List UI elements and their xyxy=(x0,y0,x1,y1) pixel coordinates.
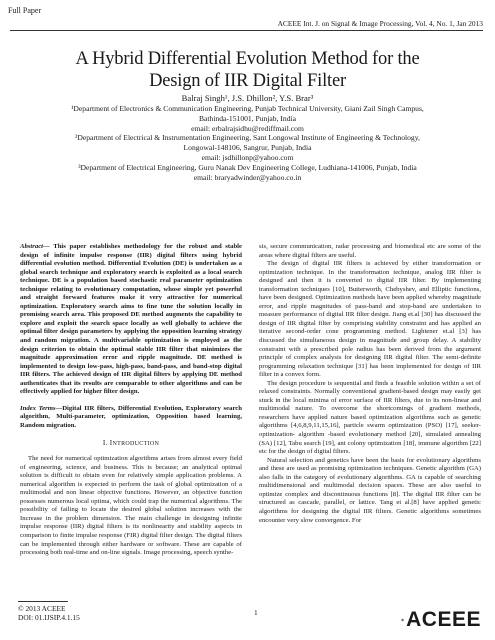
logo-text: ACEEE xyxy=(406,608,481,631)
title-line-1: A Hybrid Differential Evolution Method for the xyxy=(75,49,420,69)
author-email[interactable]: email: erbalrajsidhu@rediffmail.com xyxy=(191,123,304,133)
right-column xyxy=(259,243,481,525)
footer-info xyxy=(18,604,80,622)
section-heading: I. INTRODUCTION xyxy=(102,439,160,448)
journal-header: ACEEE Int. J. on Signal & Image Processing, Vol. 4, No. 1, Jan 2013 xyxy=(277,19,483,28)
author-email[interactable]: email: jsdhillonp@yahoo.com xyxy=(201,152,294,162)
body-paragraph: Natural selection and genetics have been the basis for evolutionary algorithms and these are used as promising optimization techniques. Genetic algorithm (GA) also falls in the category of evolutionary algorithms. GA is capable of searching multidimensional and multimodal decision spaces. These are also useful to optimize complex and discontinuous functions [8]. The digital IIR filter can be structured as cascade, parallel, or lattice. Tang et al.[8] have applied genetic algorithms for designing the digital IIR filters. Genetic algorithms sometimes encounter very slow convergence. For xyxy=(259,456,481,524)
index-terms-text: —Digital IIR filters, Differential Evolution, Exploratory search algorithm, Multi-parameter, optimization, Opposition based learning, Random migration. xyxy=(20,404,242,429)
aceee-logo-icon xyxy=(401,611,404,629)
copyright-text: © 2013 ACEEE xyxy=(18,604,66,613)
body-paragraph: The design procedure is sequential and finds a feasible solution within a set of relaxed constraints. Normally conventional gradient-based design may easily get stuck in the local minima of error surface of IIR filters, due to its non-linear and multimodal nature. To overcome the shortcomings of gradient methods, researchers have applied nature based optimization algorithms such as genetic algorithms [4,6,8,9,11,15,16], particle swarm optimization (PSO) [17], seeker- optimization- algorithm -based evolutionary method [20], simulated annealing (SA) [12], Tabu search [19], ant colony optimization [18], immune algorithm [22] etc for the design of digital filters. xyxy=(259,379,481,456)
index-terms xyxy=(20,405,242,431)
body-paragraph: The design of digital IIR filters is achieved by either transformation or optimization technique. In the transformation technique, analog IIR filter is designed and then it is converted to digital IIR filter. By implementing transformation techniques [10], Butterworth, Chebyshev, and Elliptic functions, have been designed. Optimization methods have been applied whereby magnitude error, and ripple magnitudes of pass-band and stop-band are undertaken to measure performance of digital IIR filter design. Jiang et.al [30] has discussed the design of IIR digital filter by comprising stability constraint and has applied an iterative second-order cone programming method. Lightener et.al [3] has discussed the simultaneous design in magnitude and group delay. A stability constraint with a prescribed pole radius has been derived from the argument principle of complex analysis for designing IIR digital filter. The semi-definite programming relaxation technique [31] has been implemented for design of IIR filter in a convex form. xyxy=(259,260,481,379)
abstract-text: This paper establishes methodology for the robust and stable design of infinite impulse response (IIR) digital filters using hybrid differential evolution method. Differential Evolution (DE) is undertaken as a global search technique and exploratory search is exploited as a local search technique. DE is a population based stochastic real parameter optimization technique relating to evolutionary computation, whose simple yet powerful and straight forward features make it very attractive for numerical optimization. Exploratory search aims to fine tune the solution locally in promising search area. This proposed DE method augments the capability to explore and exploit the search space locally as well globally to achieve the optimal filter design parameters by applying the opposition learning strategy and random migration. A multivariable optimization is employed as the design criterion to obtain the optimal stable IIR filter that minimizes the magnitude approximation error and ripple magnitude. DE method is implemented to design low-pass, high-pass, band-pass, and band-stop digital IIR filters. The achieved design of IIR digital filters by applying DE method authenticates that its results are comparable to other algorithms and can be effectively applied for higher filter design. xyxy=(20,243,243,396)
affiliation-line: ³Department of Electrical Engineering, Guru Nanak Dev Engineering College, Ludhiana-141006, Punjab, India xyxy=(78,162,417,172)
index-terms-label: Index Terms xyxy=(20,404,56,412)
paper-title xyxy=(20,48,475,92)
full-paper-label: Full Paper xyxy=(8,6,42,15)
affiliation-line: Longowal-148106, Sangrur, Punjab, India xyxy=(183,143,312,153)
abstract-label: Abstract— xyxy=(20,243,50,250)
page-number: 1 xyxy=(254,608,258,617)
abstract xyxy=(20,243,242,397)
intro-paragraph: The need for numerical optimization algorithms arises from almost every field of engineering, science, and business. This is because; an analytical optimal solution is difficult to obtain even for relatively simple application problems. A numerical algorithm is expected to perform the task of global optimization of a multimodal and non linear objective functions. However, an objective function possesses numerous local optima, which could trap the numerical algorithms. The possibility of failing to locate the desired global solution increases with the Increase in the problem dimension. The main challenge in designing infinite impulse response (IIR) digital filters is its nonlinearity and stability aspects in comparison to finite impulse response (FIR) digital filter design. The digital filters can be implemented through either hardware or software. These are capable of processing both real-time and on-line signals. Image processing, speech synthe- xyxy=(20,455,242,557)
affiliation-line: ¹Department of Electronics & Communication Engineering, Punjab Technical University, Giani Zail Singh Campus, xyxy=(71,104,424,113)
body-paragraph: sis, secure communication, radar processing and biomedical etc are some of the areas where digital filters are useful. xyxy=(259,243,481,259)
author-names: Balraj Singh¹, J.S. Dhillon², Y.S. Brar³ xyxy=(181,93,314,103)
left-column xyxy=(20,243,242,558)
footer-rule xyxy=(18,601,68,602)
header-rule xyxy=(10,30,483,31)
author-block xyxy=(14,93,481,182)
affiliation-line: ²Department of Electrical & Instrumentation Engineering, Sant Longowal Institute of Engineering & Technology, xyxy=(75,133,420,143)
author-email[interactable]: email: braryadwinder@yahoo.co.in xyxy=(193,172,302,182)
doi-text: DOI: 01.IJSIP.4.1.15 xyxy=(18,613,80,622)
affiliation-line: Bathinda-151001, Punjab, India xyxy=(198,113,297,123)
aceee-logo xyxy=(401,607,481,633)
title-line-2: Design of IIR Digital Filter xyxy=(149,71,346,91)
